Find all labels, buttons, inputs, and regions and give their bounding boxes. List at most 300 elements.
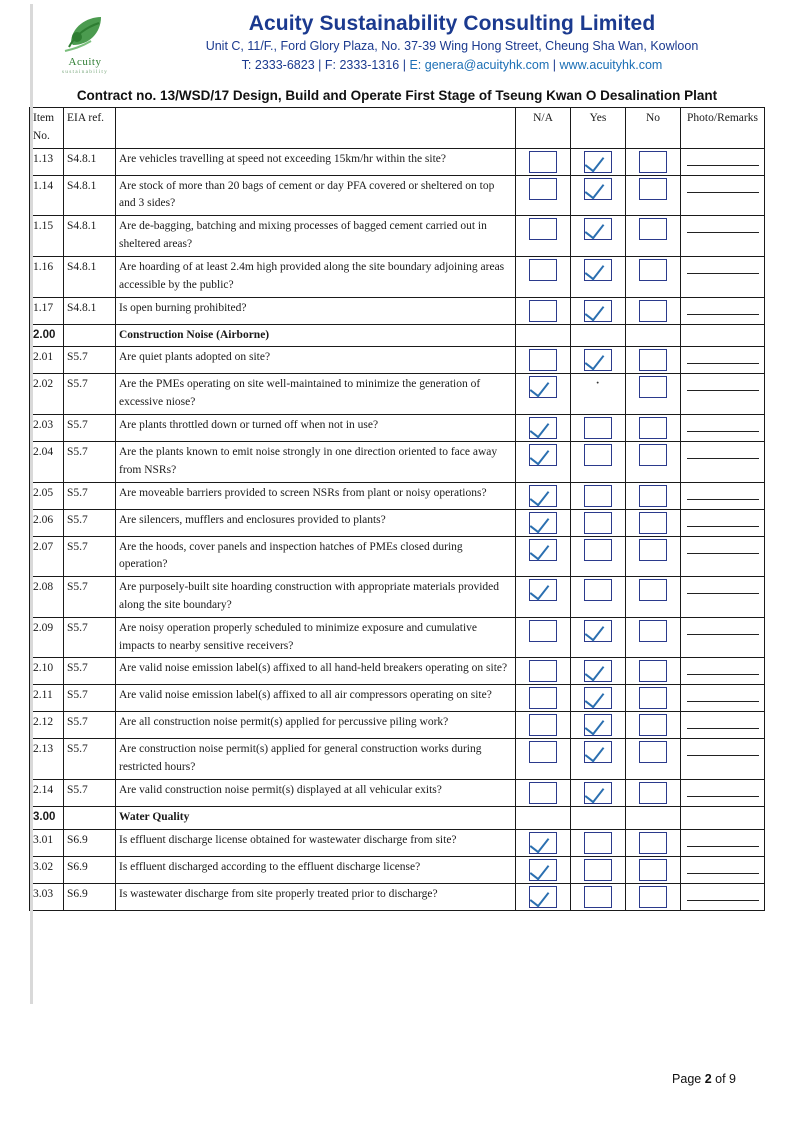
cell-yes[interactable] [571,347,626,374]
cell-photo-remarks[interactable] [681,414,765,441]
cell-yes[interactable] [571,685,626,712]
remark-writing-line [687,741,759,756]
checkbox-empty[interactable] [639,782,667,804]
cell-na[interactable] [516,347,571,374]
cell-no[interactable] [626,509,681,536]
checkbox-empty[interactable] [584,485,612,507]
checkbox-checked[interactable] [529,832,557,854]
row-item-number: 3.00 [30,807,64,830]
cell-yes[interactable] [571,441,626,482]
checkbox-checked[interactable] [584,259,612,281]
table-row [30,347,765,374]
checkbox-empty[interactable] [584,539,612,561]
cell-yes[interactable] [571,324,626,347]
table-row [30,482,765,509]
checkbox-empty[interactable] [529,178,557,200]
cell-yes[interactable] [571,617,626,658]
cell-na[interactable] [516,374,571,415]
checkbox-empty[interactable] [584,417,612,439]
remark-writing-line [687,349,759,364]
checkbox-empty[interactable] [529,349,557,371]
cell-na[interactable] [516,712,571,739]
checkbox-empty[interactable] [584,444,612,466]
checkbox-empty[interactable] [639,178,667,200]
remark-writing-line [687,859,759,874]
row-item-number: 2.06 [30,509,64,536]
footer-page-number: 2 [704,1072,712,1086]
checkbox-checked[interactable] [584,714,612,736]
remark-writing-line [687,218,759,233]
company-address: Unit C, 11/F., Ford Glory Plaza, No. 37-39 Wing Hong Street, Cheung Sha Wan, Kowloon [205,39,699,54]
row-description: Are noisy operation properly scheduled to minimize exposure and cumulative impacts to nearby sensitive receivers? [116,617,516,658]
cell-photo-remarks[interactable] [681,216,765,257]
cell-na[interactable] [516,536,571,577]
company-contact [140,57,764,74]
cell-no[interactable] [626,685,681,712]
cell-yes[interactable] [571,148,626,175]
row-item-number: 1.17 [30,297,64,324]
cell-yes[interactable] [571,780,626,807]
table-row [30,414,765,441]
row-item-number: 2.13 [30,739,64,780]
cell-photo-remarks[interactable] [681,509,765,536]
row-item-number: 2.08 [30,577,64,618]
row-item-number: 3.03 [30,883,64,910]
cell-photo-remarks[interactable] [681,256,765,297]
cell-na[interactable] [516,856,571,883]
row-eia-ref: S6.9 [64,883,116,910]
table-row [30,509,765,536]
checkbox-empty[interactable] [639,660,667,682]
cell-yes[interactable] [571,509,626,536]
row-description: Is open burning prohibited? [116,297,516,324]
checkbox-empty[interactable] [639,218,667,240]
cell-na[interactable] [516,685,571,712]
row-item-number: 3.01 [30,829,64,856]
row-eia-ref: S5.7 [64,617,116,658]
checklist-body [30,148,765,910]
table-row [30,148,765,175]
pen-mark-icon [585,376,611,396]
checkbox-empty[interactable] [639,741,667,763]
cell-no[interactable] [626,347,681,374]
row-eia-ref: S4.8.1 [64,297,116,324]
row-item-number: 2.14 [30,780,64,807]
checkbox-empty[interactable] [639,832,667,854]
row-eia-ref: S5.7 [64,414,116,441]
row-description: Are hoarding of at least 2.4m high provided along the site boundary adjoining areas accessible by the public? [116,256,516,297]
cell-na[interactable] [516,780,571,807]
checkbox-empty[interactable] [529,714,557,736]
table-row [30,712,765,739]
cell-no[interactable] [626,441,681,482]
checkbox-empty[interactable] [529,259,557,281]
cell-photo-remarks[interactable] [681,175,765,216]
row-description: Are valid noise emission label(s) affixed to all hand-held breakers operating on site? [116,658,516,685]
checkbox-empty[interactable] [529,620,557,642]
cell-photo-remarks[interactable] [681,658,765,685]
cell-photo-remarks[interactable] [681,829,765,856]
row-item-number: 1.14 [30,175,64,216]
fax: F: 2333-1316 [324,57,400,72]
table-row [30,374,765,415]
row-description: Are quiet plants adopted on site? [116,347,516,374]
cell-photo-remarks[interactable] [681,856,765,883]
row-eia-ref: S5.7 [64,482,116,509]
row-item-number: 1.16 [30,256,64,297]
cell-na[interactable] [516,414,571,441]
row-item-number: 2.03 [30,414,64,441]
separator-3: | [552,57,557,72]
checkbox-checked[interactable] [529,539,557,561]
row-description: Are the PMEs operating on site well-maintained to minimize the generation of excessive niose? [116,374,516,415]
cell-no[interactable] [626,414,681,441]
cell-na[interactable] [516,883,571,910]
remark-writing-line [687,376,759,391]
cell-no[interactable] [626,536,681,577]
header-item-no-label: No. [33,129,50,142]
footer-prefix: Page [672,1072,705,1086]
table-row [30,829,765,856]
letterhead-text [140,8,764,74]
checkbox-checked[interactable] [584,741,612,763]
cell-yes[interactable] [571,256,626,297]
cell-no[interactable] [626,780,681,807]
cell-no[interactable] [626,883,681,910]
remark-writing-line [687,782,759,797]
page-edge-shadow [30,4,33,1004]
cell-photo-remarks[interactable] [681,148,765,175]
cell-na[interactable] [516,482,571,509]
checkbox-empty[interactable] [584,579,612,601]
cell-photo-remarks[interactable] [681,739,765,780]
cell-photo-remarks[interactable] [681,712,765,739]
row-item-number: 2.10 [30,658,64,685]
row-item-number: 1.13 [30,148,64,175]
row-description: Are plants throttled down or turned off when not in use? [116,414,516,441]
remark-writing-line [687,178,759,193]
cell-yes[interactable] [571,482,626,509]
checkbox-empty[interactable] [639,687,667,709]
table-row [30,216,765,257]
cell-no[interactable] [626,256,681,297]
row-description: Are the plants known to emit noise strongly in one direction oriented to face away from NSRs? [116,441,516,482]
row-eia-ref: S5.7 [64,374,116,415]
table-row [30,617,765,658]
cell-na[interactable] [516,441,571,482]
row-item-number: 2.00 [30,324,64,347]
checkbox-empty[interactable] [529,300,557,322]
checkbox-empty[interactable] [639,444,667,466]
table-row [30,441,765,482]
cell-yes[interactable] [571,577,626,618]
cell-yes[interactable] [571,739,626,780]
row-description: Are the hoods, cover panels and inspection hatches of PMEs closed during operation? [116,536,516,577]
cell-na[interactable] [516,577,571,618]
remark-writing-line [687,485,759,500]
cell-na[interactable] [516,256,571,297]
checkbox-checked[interactable] [584,620,612,642]
cell-yes[interactable] [571,883,626,910]
telephone: T: 2333-6823 [241,57,315,72]
remark-writing-line [687,620,759,635]
cell-photo-remarks[interactable] [681,324,765,347]
row-item-number: 2.07 [30,536,64,577]
cell-na[interactable] [516,509,571,536]
cell-na[interactable] [516,216,571,257]
header-item-label: Item [33,112,55,124]
checkbox-checked[interactable] [529,444,557,466]
checkbox-checked[interactable] [529,886,557,908]
checkbox-empty[interactable] [584,832,612,854]
checkbox-empty[interactable] [639,539,667,561]
table-row [30,739,765,780]
email[interactable]: E: genera@acuityhk.com [409,57,550,72]
checkbox-empty[interactable] [529,782,557,804]
checkbox-empty[interactable] [639,859,667,881]
row-description: Are silencers, mufflers and enclosures provided to plants? [116,509,516,536]
checkbox-checked[interactable] [584,178,612,200]
checkbox-empty[interactable] [639,485,667,507]
row-description: Are vehicles travelling at speed not exceeding 15km/hr within the site? [116,148,516,175]
row-eia-ref: S5.7 [64,577,116,618]
table-row [30,883,765,910]
row-description: Is effluent discharged according to the effluent discharge license? [116,856,516,883]
header-item [30,108,64,149]
cell-no[interactable] [626,148,681,175]
row-description: Are valid noise emission label(s) affixed to all air compressors operating on site? [116,685,516,712]
cell-yes[interactable] [571,856,626,883]
cell-photo-remarks[interactable] [681,482,765,509]
cell-photo-remarks[interactable] [681,374,765,415]
checkbox-empty[interactable] [639,579,667,601]
cell-na[interactable] [516,297,571,324]
row-eia-ref: S5.7 [64,658,116,685]
remark-writing-line [687,512,759,527]
cell-photo-remarks[interactable] [681,685,765,712]
row-item-number: 2.04 [30,441,64,482]
letterhead [0,0,794,80]
cell-no[interactable] [626,712,681,739]
cell-yes[interactable] [571,536,626,577]
cell-yes[interactable] [571,658,626,685]
checkbox-checked[interactable] [584,151,612,173]
table-row [30,856,765,883]
checkbox-empty[interactable] [584,886,612,908]
row-eia-ref: S5.7 [64,441,116,482]
remark-writing-line [687,259,759,274]
cell-photo-remarks[interactable] [681,347,765,374]
row-item-number: 1.15 [30,216,64,257]
checkbox-empty[interactable] [529,687,557,709]
row-eia-ref: S4.8.1 [64,148,116,175]
checkbox-empty[interactable] [529,741,557,763]
table-row [30,536,765,577]
cell-no[interactable] [626,216,681,257]
cell-photo-remarks[interactable] [681,617,765,658]
section-heading: Construction Noise (Airborne) [116,324,516,347]
row-eia-ref: S4.8.1 [64,175,116,216]
row-eia-ref: S4.8.1 [64,256,116,297]
cell-photo-remarks[interactable] [681,883,765,910]
cell-no[interactable] [626,807,681,830]
checkbox-empty[interactable] [529,660,557,682]
row-description: Are purposely-built site hoarding construction with appropriate materials provided along the site boundary? [116,577,516,618]
cell-yes[interactable] [571,414,626,441]
cell-no[interactable] [626,482,681,509]
row-eia-ref: S5.7 [64,509,116,536]
cell-yes[interactable] [571,374,626,415]
checkbox-empty[interactable] [639,376,667,398]
table-header-row [30,108,765,149]
cell-no[interactable] [626,658,681,685]
checkbox-empty[interactable] [639,151,667,173]
checkbox-empty[interactable] [639,512,667,534]
cell-na[interactable] [516,739,571,780]
remark-writing-line [687,886,759,901]
checkbox-checked[interactable] [584,218,612,240]
checkbox-empty[interactable] [584,512,612,534]
cell-photo-remarks[interactable] [681,441,765,482]
website[interactable]: www.acuityhk.com [559,57,663,72]
cell-no[interactable] [626,324,681,347]
checkbox-empty[interactable] [639,886,667,908]
row-description: Is wastewater discharge from site properly treated prior to discharge? [116,883,516,910]
company-logo [30,8,140,80]
remark-writing-line [687,417,759,432]
cell-yes[interactable] [571,297,626,324]
checkbox-checked[interactable] [529,512,557,534]
checkbox-empty[interactable] [639,300,667,322]
checkbox-checked[interactable] [584,660,612,682]
header-yes: Yes [571,108,626,149]
checkbox-checked[interactable] [529,417,557,439]
cell-yes[interactable] [571,829,626,856]
cell-na[interactable] [516,148,571,175]
cell-no[interactable] [626,297,681,324]
checkbox-checked[interactable] [584,300,612,322]
row-item-number: 3.02 [30,856,64,883]
table-row [30,780,765,807]
row-eia-ref: S5.7 [64,712,116,739]
cell-photo-remarks[interactable] [681,807,765,830]
cell-photo-remarks[interactable] [681,577,765,618]
checklist-table [29,107,765,911]
checkbox-checked[interactable] [584,687,612,709]
remark-writing-line [687,151,759,166]
logo-tagline: sustainability [61,69,109,75]
table-row [30,256,765,297]
cell-na[interactable] [516,175,571,216]
checkbox-checked[interactable] [529,485,557,507]
row-description: Is effluent discharge license obtained for wastewater discharge from site? [116,829,516,856]
cell-no[interactable] [626,739,681,780]
remark-writing-line [687,687,759,702]
cell-yes[interactable] [571,712,626,739]
row-item-number: 2.11 [30,685,64,712]
row-item-number: 2.01 [30,347,64,374]
cell-na[interactable] [516,807,571,830]
cell-photo-remarks[interactable] [681,297,765,324]
row-eia-ref [64,324,116,347]
table-row [30,175,765,216]
cell-photo-remarks[interactable] [681,536,765,577]
remark-writing-line [687,300,759,315]
cell-photo-remarks[interactable] [681,780,765,807]
row-description: Are stock of more than 20 bags of cement or day PFA covered or sheltered on top and 3 sides? [116,175,516,216]
checkbox-checked[interactable] [584,782,612,804]
separator-1: | [318,57,322,72]
row-item-number: 2.05 [30,482,64,509]
checkbox-checked[interactable] [529,376,557,398]
footer-suffix: of 9 [711,1072,736,1086]
remark-writing-line [687,714,759,729]
checkbox-empty[interactable] [639,620,667,642]
checkbox-checked[interactable] [529,859,557,881]
table-row [30,658,765,685]
cell-no[interactable] [626,617,681,658]
table-row [30,324,765,347]
row-eia-ref: S5.7 [64,347,116,374]
cell-no[interactable] [626,577,681,618]
row-item-number: 2.02 [30,374,64,415]
separator-2: | [402,57,406,72]
checkbox-checked[interactable] [584,349,612,371]
checkbox-empty[interactable] [639,349,667,371]
checkbox-empty[interactable] [639,417,667,439]
cell-no[interactable] [626,175,681,216]
page-title: Contract no. 13/WSD/17 Design, Build and Operate First Stage of Tseung Kwan O Desalination Plant [76,88,718,103]
cell-na[interactable] [516,617,571,658]
row-description: Are valid construction noise permit(s) displayed at all vehicular exits? [116,780,516,807]
cell-na[interactable] [516,324,571,347]
cell-yes[interactable] [571,216,626,257]
cell-na[interactable] [516,658,571,685]
remark-writing-line [687,444,759,459]
checkbox-empty[interactable] [529,218,557,240]
row-eia-ref: S5.7 [64,536,116,577]
checkbox-empty[interactable] [584,859,612,881]
checkbox-empty[interactable] [639,714,667,736]
row-description: Are de-bagging, batching and mixing processes of bagged cement carried out in sheltered areas? [116,216,516,257]
cell-no[interactable] [626,829,681,856]
row-eia-ref: S4.8.1 [64,216,116,257]
company-name: Acuity Sustainability Consulting Limited [248,12,656,35]
header-photo-remarks: Photo/Remarks [681,108,765,149]
row-eia-ref: S5.7 [64,685,116,712]
checkbox-empty[interactable] [639,259,667,281]
row-description: Are construction noise permit(s) applied for general construction works during restricted hours? [116,739,516,780]
table-row [30,807,765,830]
remark-writing-line [687,579,759,594]
remark-writing-line [687,832,759,847]
cell-yes[interactable] [571,175,626,216]
cell-no[interactable] [626,856,681,883]
cell-na[interactable] [516,829,571,856]
remark-writing-line [687,660,759,675]
row-eia-ref: S6.9 [64,856,116,883]
cell-yes[interactable] [571,807,626,830]
remark-writing-line [687,539,759,554]
table-row [30,577,765,618]
row-eia-ref: S5.7 [64,739,116,780]
row-item-number: 2.12 [30,712,64,739]
cell-no[interactable] [626,374,681,415]
row-description: Are all construction noise permit(s) applied for percussive piling work? [116,712,516,739]
header-eia: EIA ref. [64,108,116,149]
checkbox-checked[interactable] [529,579,557,601]
checkbox-empty[interactable] [529,151,557,173]
